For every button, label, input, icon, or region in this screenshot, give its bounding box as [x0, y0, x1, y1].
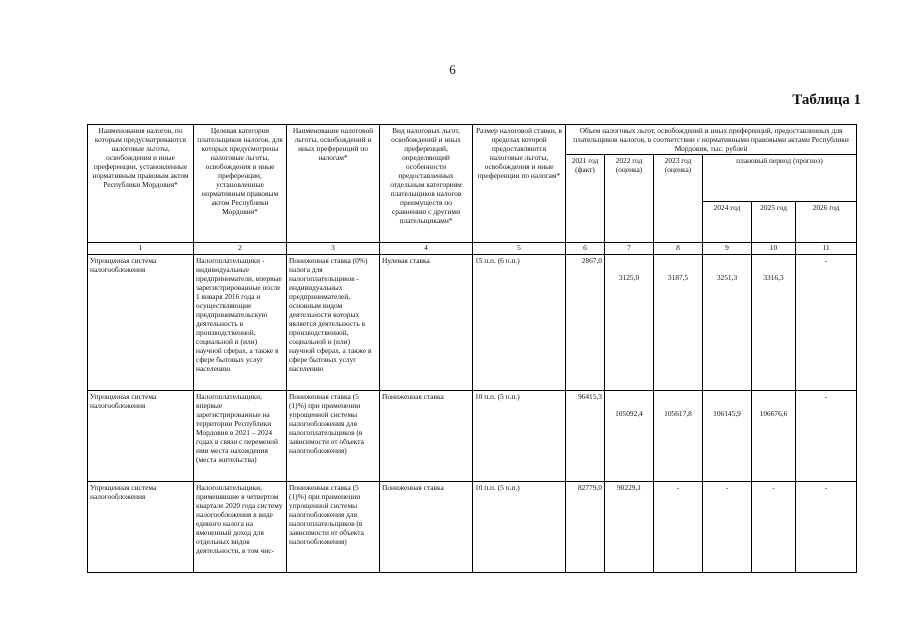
col-number: 10	[752, 243, 796, 255]
col-number: 7	[605, 243, 654, 255]
value-2021-cell: 2867,0	[566, 255, 605, 391]
header-year-2024: 2024 год	[703, 202, 752, 243]
benefit-cell: Пониженная ставка (0%) налога для налогоплательщиков - индивидуальных предпринимателей, основным видом деятельности которых является деятельность в производственной, социальной и (или) научной сферах, а также в сфере бытовых услуг населению	[287, 255, 380, 391]
kind-cell: Пониженная ставка	[380, 391, 473, 482]
col-number: 1	[88, 243, 194, 255]
value-2024-cell: 3251,3	[703, 255, 752, 391]
value-2023-cell: 3187,5	[654, 255, 703, 391]
value-2023-cell: -	[654, 482, 703, 573]
rate-cell: 15 п.п. (6 п.п.)	[473, 255, 566, 391]
header-year-2023: 2023 год (оценка)	[654, 155, 703, 243]
col-number: 2	[194, 243, 287, 255]
value-2021-cell: 96415,3	[566, 391, 605, 482]
header-year-2026: 2026 год	[796, 202, 857, 243]
header-year-2025: 2025 год	[752, 202, 796, 243]
tax-name-cell: Упрощенная система налогообложения	[88, 391, 194, 482]
header-target-category: Целевая категория плательщиков налогов, для которых предусмотрены налоговые льготы, освобождения и иные преференции, установленные нормативным правовым актом Республики Мордовия*	[194, 125, 287, 243]
col-number: 6	[566, 243, 605, 255]
value-2024-cell: -	[703, 482, 752, 573]
header-tax-name: Наименования налогов, по которым предусматриваются налоговые льготы, освобождения и иные преференции, установленные нормативным правовым актом Республики Мордовия*	[88, 125, 194, 243]
col-number: 8	[654, 243, 703, 255]
value-2021-cell: 82779,0	[566, 482, 605, 573]
header-volume: Объем налоговых льгот, освобождений и иных преференций, предоставленных для плательщиков налогов, в соответствии с нормативными правовыми актами Республики Мордовия, тыс. рублей	[566, 125, 857, 155]
col-number: 3	[287, 243, 380, 255]
category-cell: Налогоплательщики, впервые зарегистрированные на территории Республики Мордовия в 2021 – 2024 годах в связи с переменой ими места нахождения (места жительства)	[194, 391, 287, 482]
header-plan-period: плановый период (прогноз)	[703, 155, 857, 202]
col-number: 4	[380, 243, 473, 255]
value-2022-cell: 90229,1	[605, 482, 654, 573]
value-2025-cell: 3316,3	[752, 255, 796, 391]
page-number: 6	[449, 62, 456, 77]
table-row	[88, 391, 857, 482]
value-2022-cell: 105092,4	[605, 391, 654, 482]
value-2026-cell: -	[796, 255, 857, 391]
col-number: 11	[796, 243, 857, 255]
tax-benefits-table	[87, 124, 857, 573]
header-year-2022: 2022 год (оценка)	[605, 155, 654, 243]
header-benefit-kind: Вид налоговых льгот, освобождений и иных преференций, определяющий особенности предоставленных отдельным категориям плательщиков налогов преимуществ по сравнению с другими плательщиками*	[380, 125, 473, 243]
value-2026-cell: -	[796, 482, 857, 573]
col-number: 9	[703, 243, 752, 255]
rate-cell: 10 п.п. (5 п.п.)	[473, 391, 566, 482]
benefit-cell: Пониженная ставка (5 (1)%) при применении упрощенной системы налогообложения для налогоплательщиков (в зависимости от объекта налогообложения)	[287, 391, 380, 482]
kind-cell: Пониженная ставка	[380, 482, 473, 573]
rate-cell: 10 п.п. (5 п.п.)	[473, 482, 566, 573]
header-year-2021: 2021 год (факт)	[566, 155, 605, 243]
tax-name-cell: Упрощенная система налогообложения	[88, 482, 194, 573]
header-rate-size: Размер налоговой ставки, в пределах которой предоставляются налоговые льготы, освобождения и иные преференции по налогам*	[473, 125, 566, 243]
kind-cell: Нулевая ставка	[380, 255, 473, 391]
table-title: Таблица 1	[792, 92, 861, 108]
category-cell: Налогоплательщики - индивидуальные предприниматели, впервые зарегистрированные после 1 января 2016 года и осуществляющие предпринимательскую деятельность в производственной, социальной и (или) научной сферах, а также в сфере бытовых услуг населению	[194, 255, 287, 391]
value-2024-cell: 106145,9	[703, 391, 752, 482]
value-2025-cell: 106676,6	[752, 391, 796, 482]
value-2022-cell: 3125,0	[605, 255, 654, 391]
table-row	[88, 255, 857, 391]
category-cell: Налогоплательщики, применявшие в четвертом квартале 2020 года систему налогообложения в виде единого налога на вмененный доход для отдельных видов деятельности, в том чис-	[194, 482, 287, 573]
column-numbers-row	[88, 243, 857, 255]
value-2023-cell: 105617,8	[654, 391, 703, 482]
table-row	[88, 482, 857, 573]
value-2025-cell: -	[752, 482, 796, 573]
col-number: 5	[473, 243, 566, 255]
tax-name-cell: Упрощенная система налогообложения	[88, 255, 194, 391]
benefit-cell: Пониженная ставка (5 (1)%) при применении упрощенной системы налогообложения для налогоплательщиков (в зависимости от объекта налогообложения)	[287, 482, 380, 573]
value-2026-cell: -	[796, 391, 857, 482]
header-benefit-name: Наименование налоговой льготы, освобождений и иных преференций по налогам*	[287, 125, 380, 243]
